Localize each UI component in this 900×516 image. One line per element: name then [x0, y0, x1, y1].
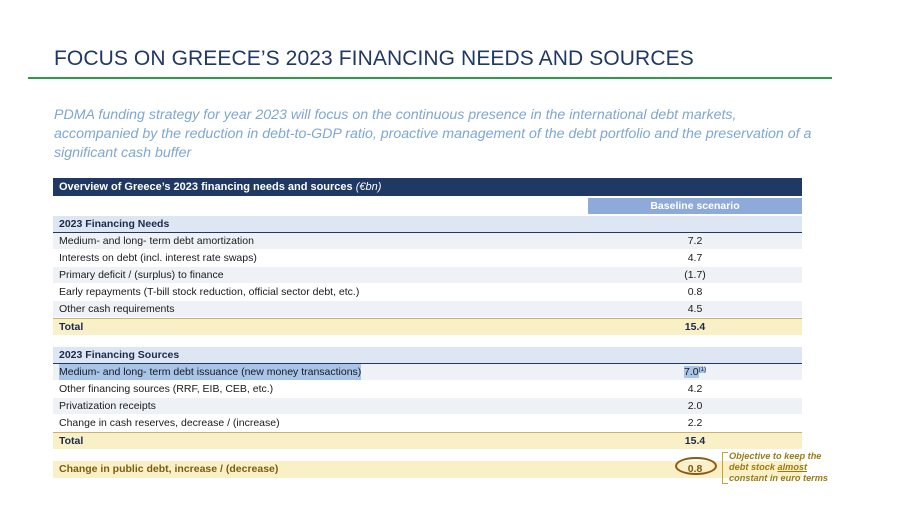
row-label: Interests on debt (incl. interest rate swaps) — [59, 252, 257, 264]
row-label: Change in cash reserves, decrease / (increase) — [59, 417, 280, 429]
annotation-bracket — [722, 452, 728, 484]
table-row — [53, 267, 802, 284]
table-row — [53, 381, 802, 398]
row-label: Other cash requirements — [59, 303, 175, 315]
note-line-2-pre: debt stock — [729, 462, 778, 472]
note-line-2 — [729, 462, 849, 473]
total-label: Total — [59, 321, 84, 333]
total-row-sources — [53, 432, 802, 450]
column-header-baseline: Baseline scenario — [588, 198, 802, 214]
section-header-needs: 2023 Financing Needs — [53, 216, 802, 233]
row-value: (1.7) — [684, 269, 706, 281]
row-label: Other financing sources (RRF, EIB, CEB, etc.) — [59, 383, 274, 395]
note-line-3: constant in euro terms — [729, 473, 829, 483]
row-label: Privatization receipts — [59, 400, 156, 412]
table-header — [53, 178, 802, 196]
total-value: 15.4 — [684, 321, 706, 333]
row-label: Primary deficit / (surplus) to finance — [59, 269, 224, 281]
row-label: Medium- and long- term debt issuance (new money transactions) — [59, 366, 362, 378]
table-row — [53, 415, 802, 432]
total-row-needs — [53, 318, 802, 336]
page-title: FOCUS ON GREECE’S 2023 FINANCING NEEDS AND SOURCES — [54, 47, 694, 70]
note-line-2-emphasis: almost — [777, 462, 808, 472]
row-value: 4.5 — [687, 303, 703, 315]
row-label: Early repayments (T-bill stock reduction, official sector debt, etc.) — [59, 286, 360, 298]
page-subtitle: PDMA funding strategy for year 2023 will focus on the continuous presence in the international debt markets, accompanied by the reduction in debt-to-GDP ratio, proactive management of the debt portfolio and the preservation of a significant cash buffer — [54, 107, 812, 161]
row-value — [588, 364, 802, 380]
row-value: 0.8 — [687, 286, 703, 298]
highlight-circle — [675, 457, 717, 475]
total-value: 15.4 — [684, 435, 706, 447]
row-value: 4.7 — [687, 252, 703, 264]
column-header-row — [53, 196, 802, 216]
change-value: 0.8 — [687, 463, 703, 475]
table-row — [53, 301, 802, 318]
table-row — [53, 284, 802, 301]
note-line-1: Objective to keep the — [729, 451, 822, 461]
financing-table — [53, 178, 802, 479]
table-header-title: Overview of Greece’s 2023 financing needs and sources — [59, 181, 356, 193]
row-value: 7.2 — [687, 235, 703, 247]
change-label: Change in public debt, increase / (decrease) — [59, 463, 279, 475]
row-value-text: 7.0 — [684, 366, 699, 378]
objective-note — [729, 451, 849, 484]
table-row — [53, 233, 802, 250]
table-row — [53, 250, 802, 267]
footnote-marker: (1) — [698, 366, 706, 373]
section-header-sources: 2023 Financing Sources — [53, 347, 802, 364]
table-row — [53, 364, 802, 381]
row-value: 4.2 — [687, 383, 703, 395]
row-value: 2.2 — [687, 417, 703, 429]
row-value: 2.0 — [687, 400, 703, 412]
total-label: Total — [59, 435, 84, 447]
row-label: Medium- and long- term debt amortization — [59, 235, 254, 247]
table-row — [53, 398, 802, 415]
title-divider — [28, 77, 832, 79]
table-header-unit: (€bn) — [355, 181, 382, 193]
